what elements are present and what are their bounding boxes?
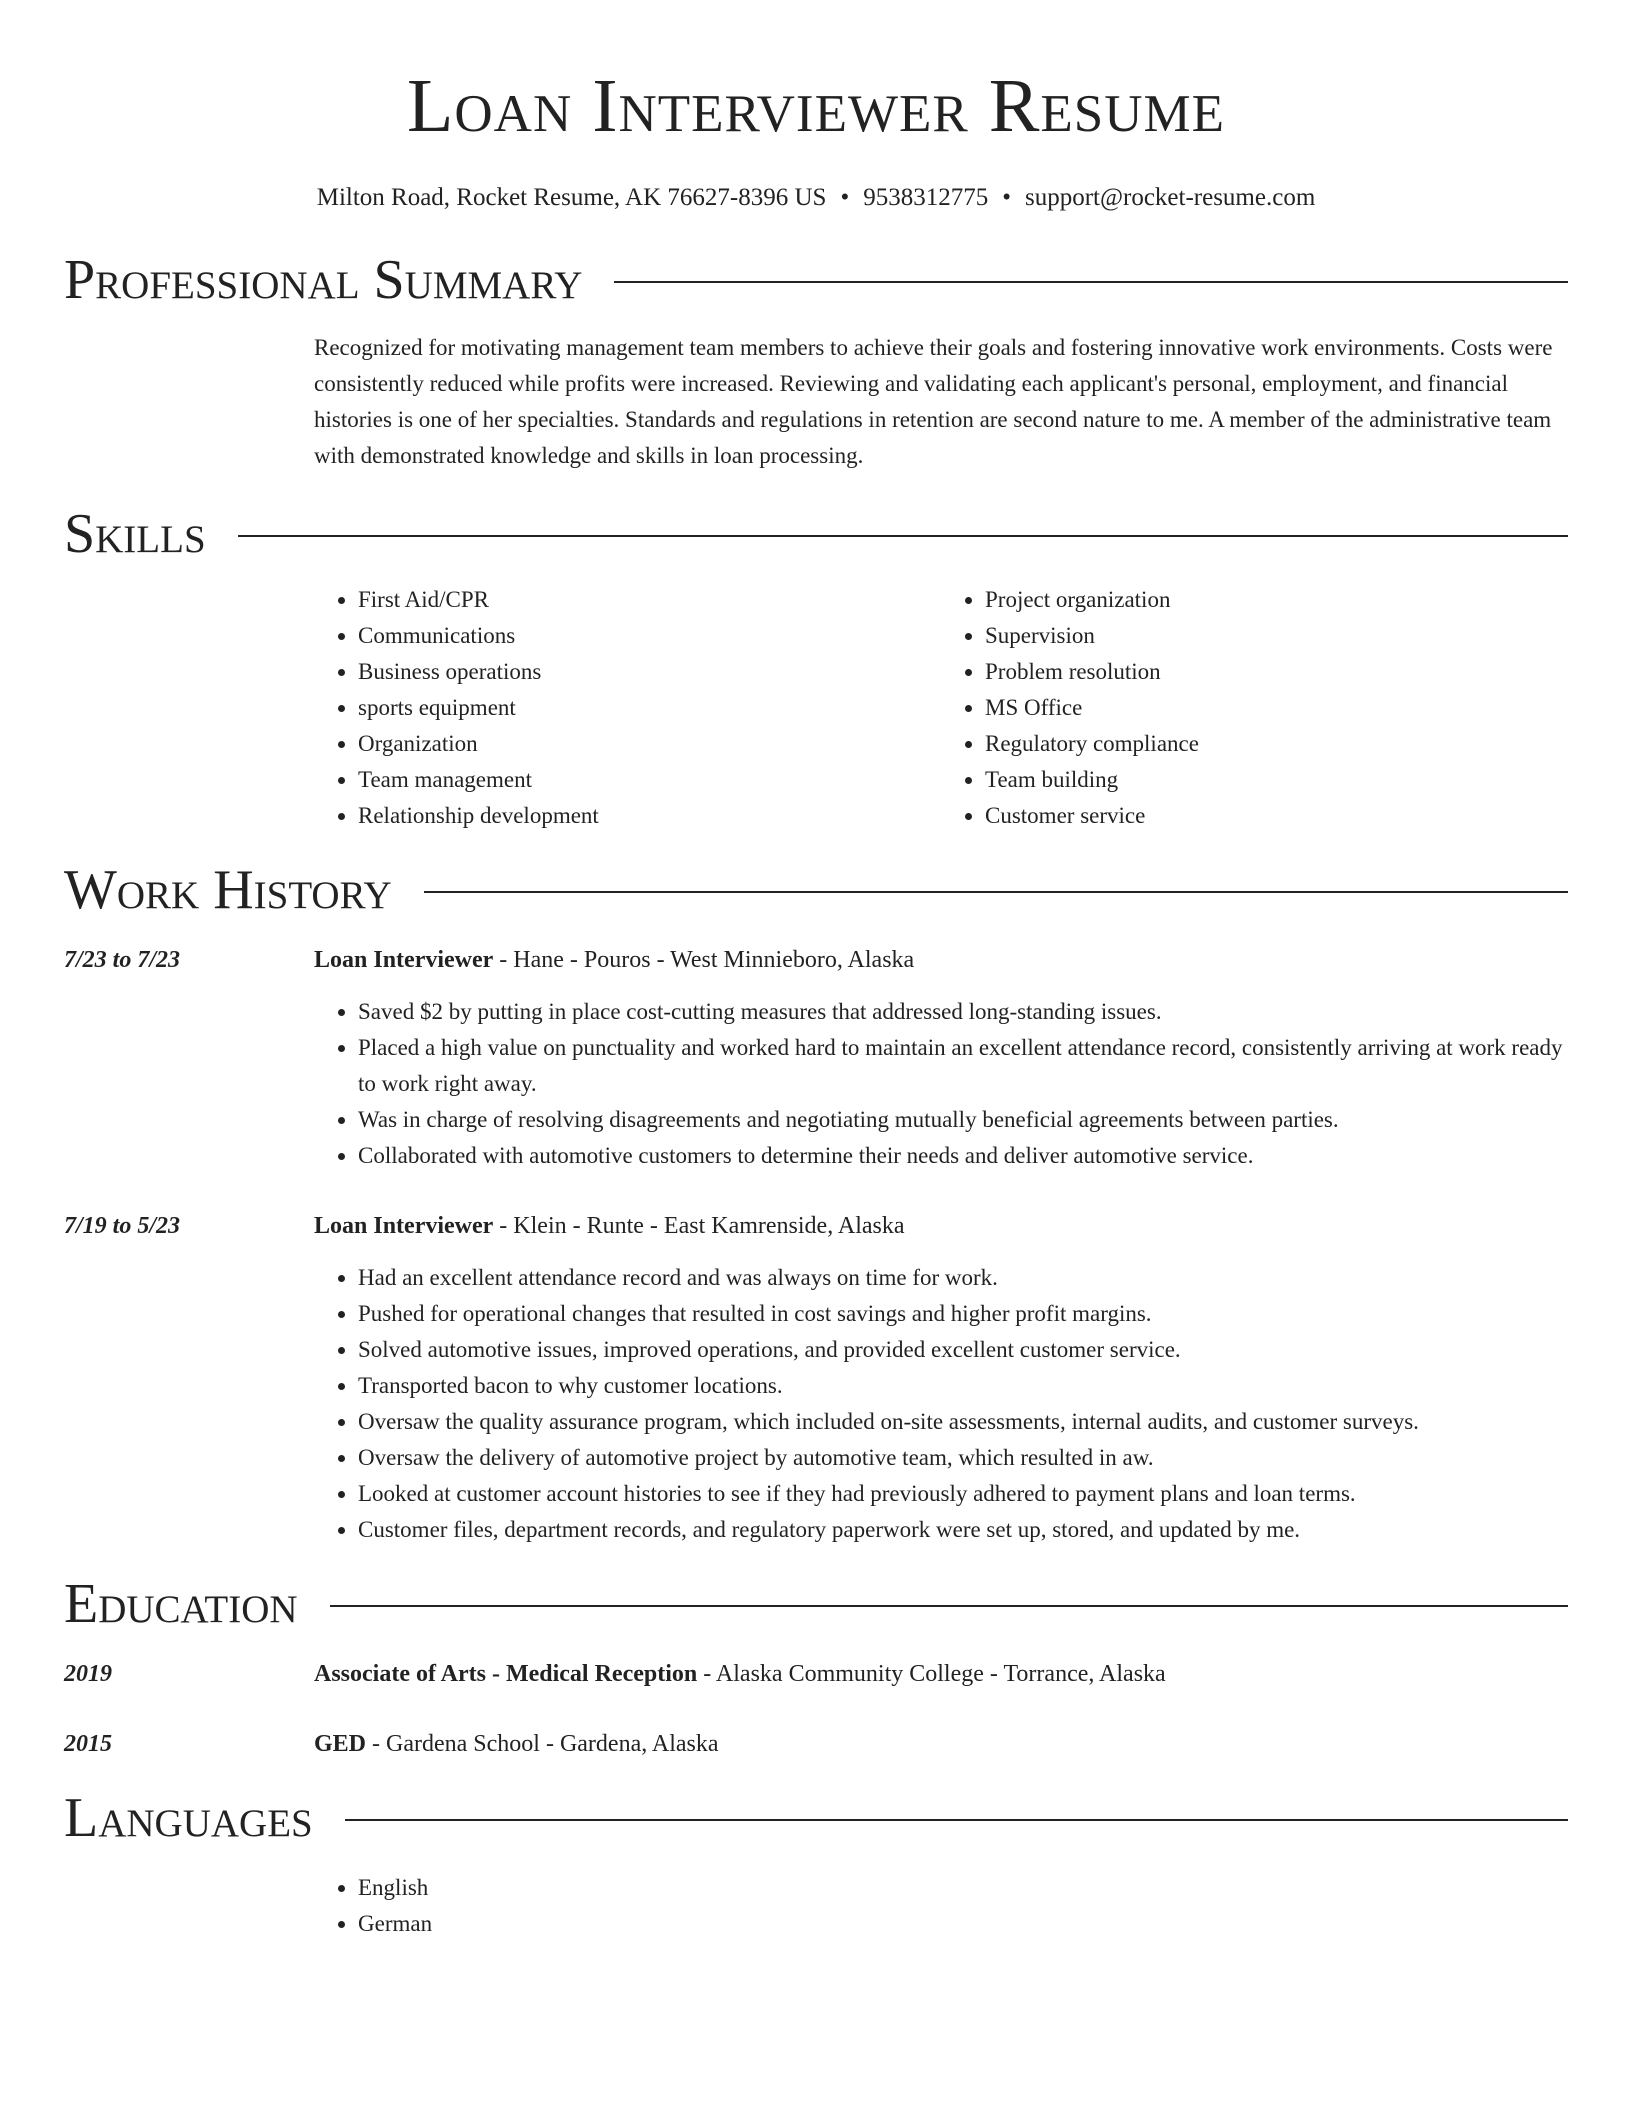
contact-line [64,182,1568,214]
job-bullet: • Solved automotive issues, improved operations, and provided excellent customer service. [358,1332,1568,1368]
job-bullet: • Transported bacon to why customer locations. [358,1368,1568,1404]
languages-section-header [64,1788,1568,1848]
skills-heading: Skills [64,503,206,565]
job-date: 7/19 to 5/23 [64,1213,181,1239]
skill-item: • Customer service [985,798,1568,834]
contact-separator: • [1002,184,1011,211]
job-bullet: • Customer files, department records, and regulatory paperwork were set up, stored, and updated by me. [358,1512,1568,1548]
section-divider [345,1819,1568,1821]
skill-item: • Problem resolution [985,654,1568,690]
education-entry [64,1726,1568,1762]
education-degree: Associate of Arts - Medical Reception [314,1661,698,1687]
summary-text: Recognized for motivating management team members to achieve their goals and fostering innovative work environments. Costs were consistently reduced while profits were increased. Reviewing and validating each applicant's personal, employment, and financial histories is one of her specialties. Standards and regulations in retention are second nature to me. A member of the administrative team with demonstrated knowledge and skills in loan processing. [314,335,1553,468]
skills-columns [314,582,1568,834]
job-bullet: • Oversaw the delivery of automotive project by automotive team, which resulted in aw. [358,1440,1568,1476]
skill-item: • Project organization [985,582,1568,618]
job-bullet: • Looked at customer account histories to see if they had previously adhered to payment plans and loan terms. [358,1476,1568,1512]
job-entry [64,1208,1568,1244]
job-header [314,1208,905,1244]
skill-item: • Supervision [985,618,1568,654]
job-bullet: • Pushed for operational changes that resulted in cost savings and higher profit margins. [358,1296,1568,1332]
skills-list-left [314,582,941,834]
job-header [314,942,914,978]
education-entry [64,1656,1568,1692]
job-title: Loan Interviewer [314,1213,494,1239]
skill-item: • sports equipment [358,690,941,726]
education-header [314,1656,1166,1692]
skill-item: • Communications [358,618,941,654]
job-bullet: • Oversaw the quality assurance program, which included on-site assessments, internal audits, and customer surveys. [358,1404,1568,1440]
section-divider [330,1605,1568,1607]
work-section-header [64,860,1568,920]
job-bullets [314,994,1568,1174]
skill-item: • Regulatory compliance [985,726,1568,762]
summary-section-header [64,250,1568,310]
skill-item: • Team building [985,762,1568,798]
skill-item: • First Aid/CPR [358,582,941,618]
skill-item: • Business operations [358,654,941,690]
section-divider [238,535,1568,537]
skill-item: • Organization [358,726,941,762]
job-bullet: • Saved $2 by putting in place cost-cutting measures that addressed long-standing issues. [358,994,1568,1030]
languages-list [314,1870,1568,1942]
education-degree: GED [314,1731,367,1757]
skill-item: • Team management [358,762,941,798]
contact-email[interactable]: support@rocket-resume.com [1024,184,1316,211]
education-details: - Alaska Community College - Torrance, Alaska [697,1661,1166,1687]
job-date: 7/23 to 7/23 [64,947,181,973]
contact-separator: • [840,184,850,211]
section-divider [424,891,1568,893]
skill-item: • MS Office [985,690,1568,726]
job-title: Loan Interviewer [314,947,494,973]
job-bullet: • Collaborated with automotive customers to determine their needs and deliver automotive service. [358,1138,1568,1174]
language-item: • German [358,1906,1568,1942]
job-bullet: • Placed a high value on punctuality and worked hard to maintain an excellent attendance record, consistently arriving at work ready to work right away. [358,1030,1568,1102]
education-date: 2019 [64,1661,112,1687]
education-section-header [64,1574,1568,1634]
job-entry [64,942,1568,978]
job-details: - Hane - Pouros - West Minnieboro, Alaska [493,947,915,973]
languages-heading: Languages [64,1787,313,1849]
job-details: - Klein - Runte - East Kamrenside, Alaska [493,1213,905,1239]
summary-heading: Professional Summary [64,249,583,311]
page-title: Loan Interviewer Resume [406,64,1226,148]
education-heading: Education [64,1573,298,1635]
job-bullet: • Had an excellent attendance record and was always on time for work. [358,1260,1568,1296]
education-date: 2015 [64,1731,112,1757]
contact-phone: 9538312775 [863,184,989,211]
skills-list-right [941,582,1568,834]
contact-address: Milton Road, Rocket Resume, AK 76627-8396 US [316,184,827,211]
skill-item: • Relationship development [358,798,941,834]
skills-section-header [64,504,1568,564]
job-bullets [314,1260,1568,1548]
education-details: - Gardena School - Gardena, Alaska [366,1731,719,1757]
work-heading: Work History [64,859,392,921]
education-header [314,1726,719,1762]
job-bullet: • Was in charge of resolving disagreements and negotiating mutually beneficial agreements between parties. [358,1102,1568,1138]
section-divider [614,281,1568,283]
language-item: • English [358,1870,1568,1906]
